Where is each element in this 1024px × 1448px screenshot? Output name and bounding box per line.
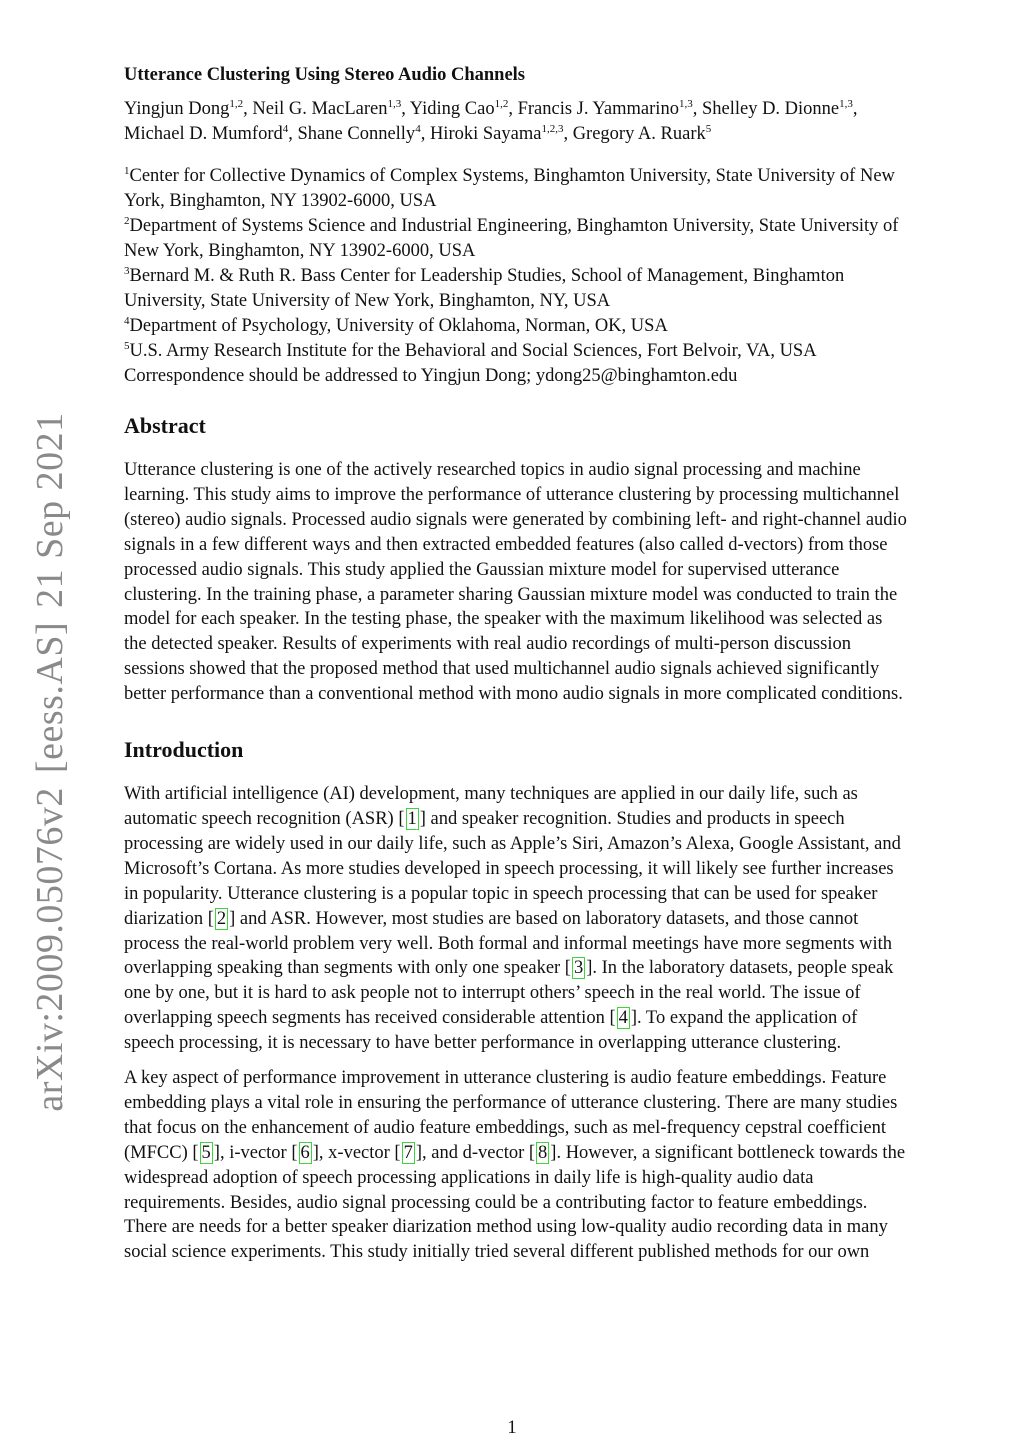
citation-link[interactable]: 3 (573, 958, 584, 979)
author-affil-marker: 1,3 (387, 98, 402, 110)
author-name: Shane Connelly (297, 124, 416, 144)
affiliation-list (124, 164, 908, 389)
citation-link[interactable]: 2 (216, 908, 227, 929)
author-affil-marker: 1,2 (494, 98, 509, 110)
author-affil-marker: 4 (282, 123, 289, 135)
arxiv-sidebar-stamp (22, 412, 78, 1112)
paper-content (124, 62, 908, 1265)
author-affil-marker: 5 (705, 123, 712, 135)
abstract-text: Utterance clustering is one of the actively researched topics in audio signal processing and machine learning. This study aims to improve the performance of utterance clustering by processing multichannel (stereo) audio signals. Processed audio signals were generated by combining left- and right-channel audio signals in a few different ways and then extracted embedded features (also called d-vectors) from those processed audio signals. This study applied the Gaussian mixture model for supervised utterance clustering. In the training phase, a parameter sharing Gaussian mixture model was conducted to train the model for each speaker. In the testing phase, the speaker with the maximum likelihood was selected as the detected speaker. Results of experiments with real audio recordings of multi-person discussion sessions showed that the proposed method that used multichannel audio signals achieved significantly better performance than a conventional method with mono audio signals in more complicated conditions. (124, 460, 907, 705)
affiliation-item: $^4$Department of Psychology, University of Oklahoma, Norman, OK, USA (124, 315, 668, 336)
author-list: Yingjun Dong$^{1,2}$, Neil G. MacLaren$^{1,3}$, Yiding Cao$^{1,2}$, Francis J. Yammarino$^{1,3}$, Shelley D. Dionne$^{1,3}$, Michael D. Mumford$^4$, Shane Connelly$^4$, Hiroki Sayama$^{1,2,3}$, Gregory A. Ruark$^5$ (124, 98, 858, 144)
affiliation-item: $^1$Center for Collective Dynamics of Complex Systems, Binghamton University, State University of New York, Binghamton, NY 13902-6000, USA (124, 165, 895, 211)
citation-link[interactable]: 7 (403, 1142, 413, 1163)
arxiv-id: arXiv:2009.05076v2 (29, 787, 71, 1112)
author-affil-marker: 1,3 (839, 98, 853, 110)
page-number: 1 (507, 1418, 517, 1438)
author-affil-marker: 1,3 (678, 98, 693, 110)
citation-link[interactable]: 6 (300, 1142, 310, 1163)
arxiv-date: 21 Sep 2021 (29, 412, 71, 608)
citation-link[interactable]: 8 (538, 1142, 548, 1163)
correspondence-note: Correspondence should be addressed to Yingjun Dong; ydong25@binghamton.edu (124, 366, 738, 386)
author-affil-marker: 1,2,3 (541, 123, 564, 135)
citation-link[interactable]: 1 (407, 808, 417, 829)
author-name: Gregory A. Ruark (572, 124, 706, 144)
author-name: Neil G. MacLaren (252, 99, 388, 119)
author-name: Yiding Cao (409, 99, 495, 119)
introduction-heading: Introduction (124, 737, 244, 763)
arxiv-stamp-text (28, 398, 72, 1111)
affiliation-item: $^5$U.S. Army Research Institute for the Behavioral and Social Sciences, Fort Belvoir, VA, USA (124, 340, 817, 361)
author-name: Michael D. Mumford (124, 124, 283, 144)
arxiv-category: [eess.AS] (29, 621, 71, 774)
introduction-paragraph-1: With artificial intelligence (AI) development, many techniques are applied in our daily life, such as automatic speech recognition (ASR) [ 1 ] and speaker recognition. Studies and products in speech processing are widely used in our daily life, such as Apple’s Siri, Amazon’s Alexa, Google Assistant, and Microsoft’s Cortana. As more studies developed in speech processing, it will likely see further increases in popularity. Utterance clustering is a popular topic in speech processing that can be used for speaker diarization [ 2 ] and ASR. However, most studies are based on laboratory datasets, and those cannot process the real-world problem very well. Both formal and informal meetings have more segments with overlapping speaking than segments with only one speaker [ 3 ]. In the laboratory datasets, people speak one by one, but it is hard to ask people not to interrupt others’ speech in the real world. The issue of overlapping speech segments has received considerable attention [ 4 ]. To expand the application of speech processing, it is necessary to have better performance in overlapping utterance clustering. (124, 784, 901, 1054)
author-name: Francis J. Yammarino (517, 99, 679, 119)
introduction-paragraph-2: A key aspect of performance improvement in utterance clustering is audio feature embeddings. Feature embedding plays a vital role in ensuring the performance of utterance clustering. There are many studies that focus on the enhancement of audio feature embeddings, such as mel-frequency cepstral coefficient (MFCC) [ 5 ], i-vector [ 6 ], x-vector [ 7 ], and d-vector [ 8 ]. However, a significant bottleneck towards the widespread adoption of speech processing applications in daily life is high-quality audio data requirements. Besides, audio signal processing could be a contributing factor to feature embeddings. There are needs for a better speaker diarization method using low-quality audio recording data in many social science experiments. This study initially tried several different published methods for our own (124, 1068, 906, 1263)
author-affil-marker: 4 (415, 123, 421, 135)
citation-link[interactable]: 5 (201, 1142, 211, 1163)
author-affil-marker: 1,2 (229, 98, 244, 110)
abstract-heading: Abstract (124, 413, 206, 438)
citation-link[interactable]: 4 (618, 1008, 628, 1029)
author-name: Hiroki Sayama (429, 124, 542, 144)
affiliation-item: $^3$Bernard M. & Ruth R. Bass Center for Leadership Studies, School of Management, Binghamton University, State University of New York, Binghamton, NY, USA (124, 265, 845, 311)
paper-title: Utterance Clustering Using Stereo Audio Channels (124, 65, 526, 85)
author-name: Shelley D. Dionne (701, 99, 840, 119)
affiliation-item: $^2$Department of Systems Science and Industrial Engineering, Binghamton University, State University of New York, Binghamton, NY 13902-6000, USA (124, 215, 899, 261)
author-name: Yingjun Dong (124, 99, 230, 119)
